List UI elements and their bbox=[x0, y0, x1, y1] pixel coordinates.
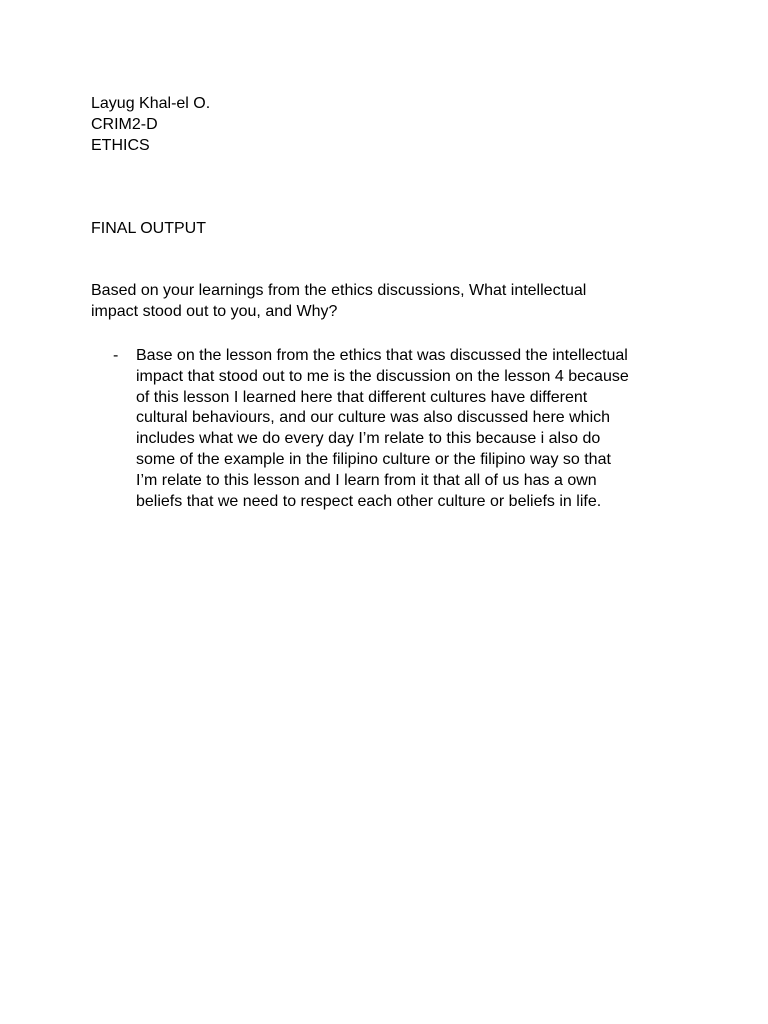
answer-line: I’m relate to this lesson and I learn from it that all of us has a own bbox=[136, 471, 597, 489]
answer-line: of this lesson I learned here that different cultures have different bbox=[136, 388, 588, 406]
answer-line: includes what we do every day I’m relate to this because i also do bbox=[136, 430, 601, 448]
student-name: Layug Khal-el O. bbox=[91, 95, 211, 112]
header-block bbox=[91, 94, 210, 156]
answer-line: cultural behaviours, and our culture was also discussed here which bbox=[136, 409, 611, 427]
subject-name: ETHICS bbox=[91, 136, 150, 154]
answer-bullet: - bbox=[113, 347, 119, 364]
question-line: impact stood out to you, and Why? bbox=[91, 302, 338, 320]
answer-paragraph bbox=[136, 346, 629, 512]
answer-line: Base on the lesson from the ethics that was discussed the intellectual bbox=[136, 347, 628, 364]
answer-line: some of the example in the filipino culture or the filipino way so that bbox=[136, 450, 611, 468]
question-block bbox=[91, 281, 586, 323]
answer-line: impact that stood out to me is the discussion on the lesson 4 because bbox=[136, 367, 629, 385]
answer-line: beliefs that we need to respect each other culture or beliefs in life. bbox=[136, 492, 602, 510]
student-section: CRIM2-D bbox=[91, 115, 158, 133]
question-line: Based on your learnings from the ethics discussions, What intellectual bbox=[91, 282, 587, 299]
document-title: FINAL OUTPUT bbox=[91, 220, 206, 237]
